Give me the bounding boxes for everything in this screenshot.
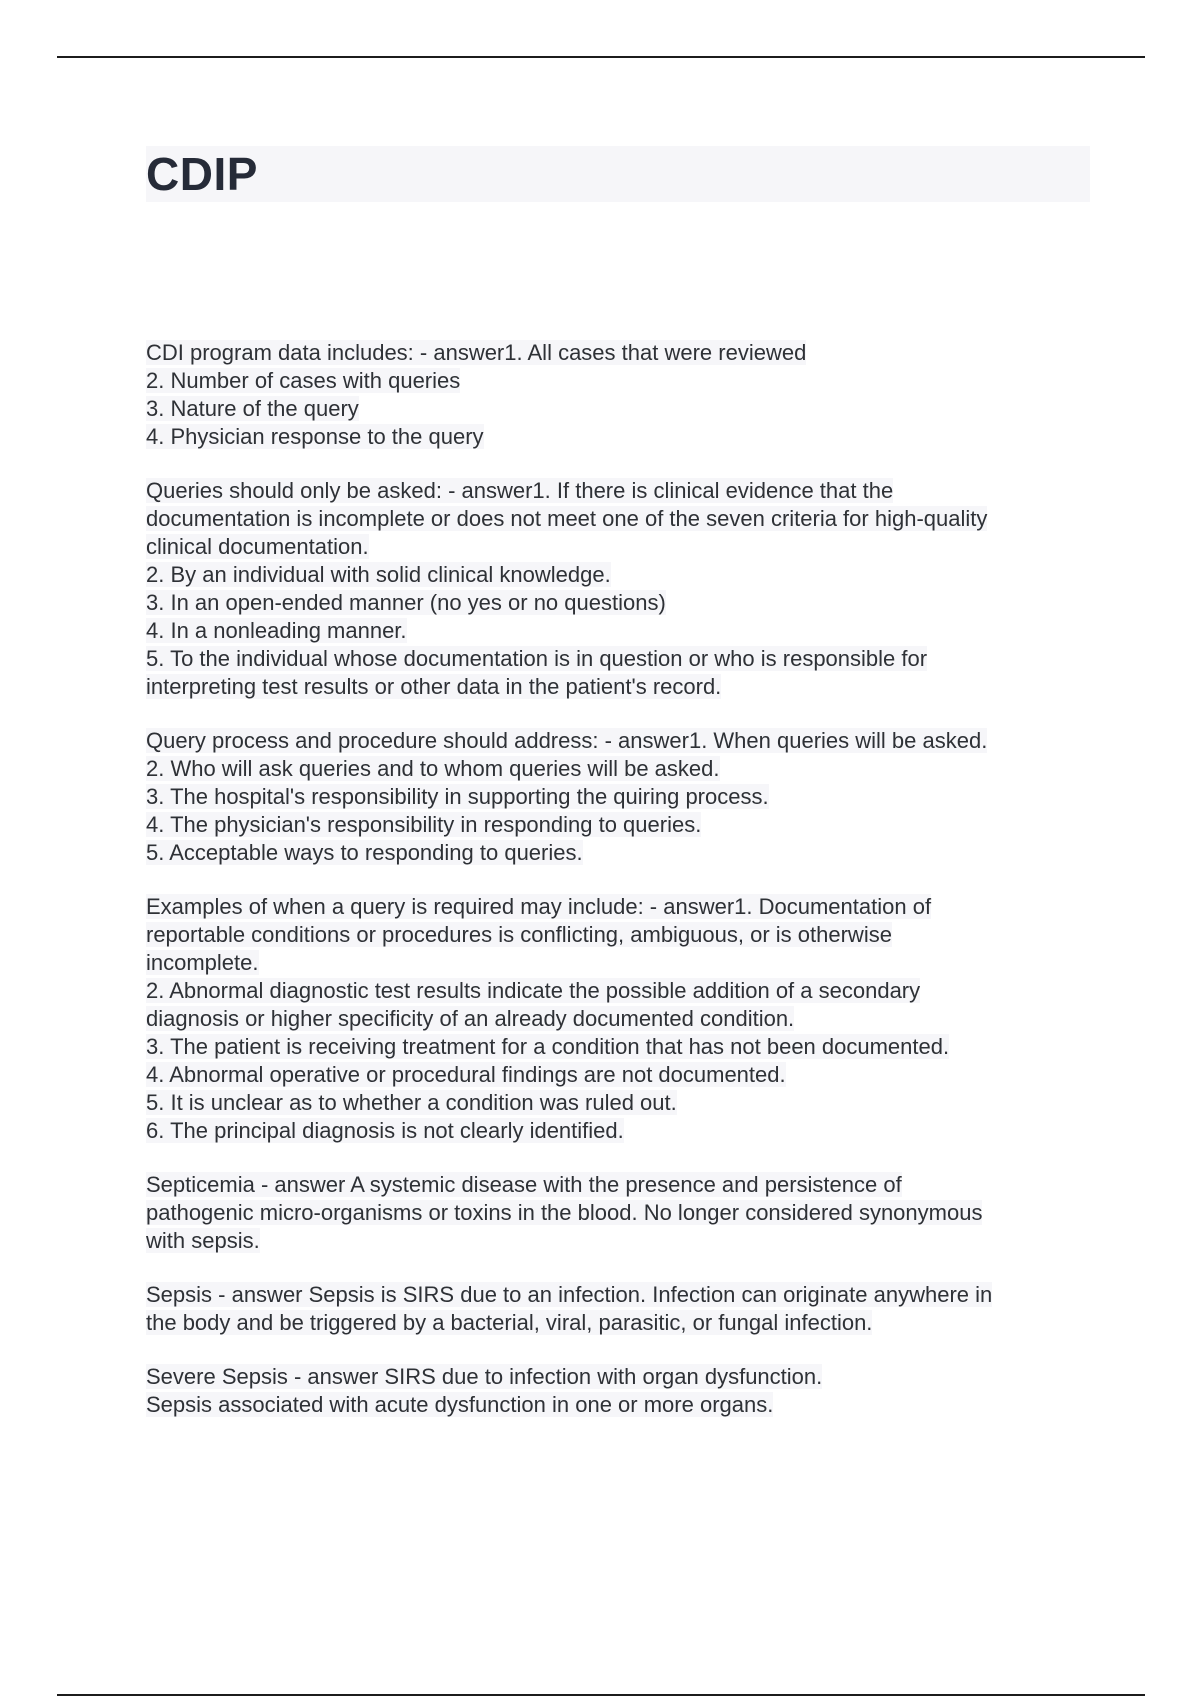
text-line: 4. Physician response to the query: [146, 424, 484, 449]
title-highlight: [146, 146, 1090, 202]
text-line: 5. To the individual whose documentation is in question or who is responsible for: [146, 646, 928, 671]
text-line: diagnosis or higher specificity of an already documented condition.: [146, 1006, 795, 1031]
text-line: 4. The physician's responsibility in responding to queries.: [146, 812, 702, 837]
text-line: 3. The hospital's responsibility in supporting the quiring process.: [146, 784, 769, 809]
text-line: Examples of when a query is required may include: - answer1. Documentation of: [146, 894, 932, 919]
text-line: documentation is incomplete or does not meet one of the seven criteria for high-quality: [146, 506, 988, 531]
top-rule: [57, 56, 1145, 58]
qa-block-septicemia: [146, 1171, 1090, 1255]
text-line: 2. Who will ask queries and to whom queries will be asked.: [146, 756, 720, 781]
text-line: 3. Nature of the query: [146, 396, 359, 421]
qa-block-queries-asked: [146, 477, 1090, 701]
qa-block-sepsis: [146, 1281, 1090, 1337]
text-line: Severe Sepsis - answer SIRS due to infection with organ dysfunction.: [146, 1364, 823, 1389]
text-line: 2. By an individual with solid clinical knowledge.: [146, 562, 611, 587]
page-title: CDIP: [146, 148, 258, 200]
text-line: Sepsis associated with acute dysfunction in one or more organs.: [146, 1392, 774, 1417]
text-line: interpreting test results or other data in the patient's record.: [146, 674, 722, 699]
text-line: Query process and procedure should address: - answer1. When queries will be asked.: [146, 728, 988, 753]
text-line: reportable conditions or procedures is conflicting, ambiguous, or is otherwise: [146, 922, 892, 947]
text-line: 3. In an open-ended manner (no yes or no questions): [146, 590, 666, 615]
text-line: the body and be triggered by a bacterial, viral, parasitic, or fungal infection.: [146, 1310, 873, 1335]
text-line: 5. It is unclear as to whether a condition was ruled out.: [146, 1090, 677, 1115]
text-line: 4. In a nonleading manner.: [146, 618, 407, 643]
text-line: CDI program data includes: - answer1. All cases that were reviewed: [146, 340, 807, 365]
text-line: Septicemia - answer A systemic disease with the presence and persistence of: [146, 1172, 902, 1197]
text-line: 2. Number of cases with queries: [146, 368, 461, 393]
text-line: 4. Abnormal operative or procedural findings are not documented.: [146, 1062, 786, 1087]
text-line: 2. Abnormal diagnostic test results indicate the possible addition of a secondary: [146, 978, 921, 1003]
text-line: clinical documentation.: [146, 534, 369, 559]
document-body: [146, 339, 1090, 1445]
text-line: pathogenic micro-organisms or toxins in the blood. No longer considered synonymous: [146, 1200, 983, 1225]
text-line: 5. Acceptable ways to responding to queries.: [146, 840, 583, 865]
text-line: 3. The patient is receiving treatment for a condition that has not been documented.: [146, 1034, 950, 1059]
bottom-rule: [57, 1694, 1145, 1696]
text-line: 6. The principal diagnosis is not clearly identified.: [146, 1118, 624, 1143]
text-line: with sepsis.: [146, 1228, 260, 1253]
qa-block-severe-sepsis: [146, 1363, 1090, 1419]
text-line: Queries should only be asked: - answer1. If there is clinical evidence that the: [146, 478, 894, 503]
qa-block-cdi-program-data: [146, 339, 1090, 451]
text-line: incomplete.: [146, 950, 259, 975]
text-line: Sepsis - answer Sepsis is SIRS due to an infection. Infection can originate anywhere in: [146, 1282, 993, 1307]
qa-block-query-examples: [146, 893, 1090, 1145]
qa-block-query-process: [146, 727, 1090, 867]
